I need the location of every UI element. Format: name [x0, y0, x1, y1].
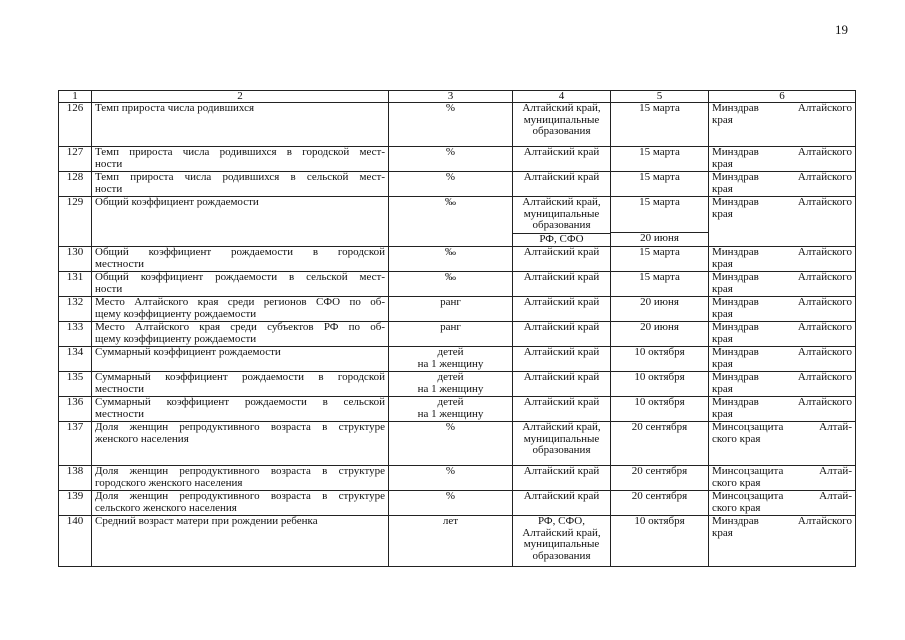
indicator-name-cell — [92, 147, 389, 172]
table-row — [59, 347, 856, 372]
source-line: края — [712, 157, 733, 170]
column-header: 3 — [389, 91, 513, 103]
unit-cell — [389, 197, 513, 247]
indicator-name-cell — [92, 422, 389, 466]
source-cell — [709, 172, 856, 197]
row-number-cell — [59, 297, 92, 322]
level-cell-text: Алтайский край — [523, 465, 600, 477]
row-number-cell-text: 126 — [66, 102, 84, 114]
indicator-name-cell — [92, 372, 389, 397]
source-cell — [709, 103, 856, 147]
level-cell-text: Алтайский край — [523, 371, 600, 383]
level-cell — [513, 347, 611, 372]
unit-cell-text: детей на 1 женщину — [417, 396, 484, 420]
level-cell — [513, 272, 611, 297]
level-cell-text: Алтайский край, муниципальные образования — [522, 421, 601, 456]
table-row — [59, 372, 856, 397]
row-number-cell-text: 128 — [66, 171, 84, 183]
source-cell-text — [712, 397, 852, 420]
unit-cell — [389, 247, 513, 272]
date-cell-text: 20 сентября — [631, 421, 688, 433]
source-line: Минсоцзащита Алтай- — [712, 465, 852, 477]
table-row — [59, 397, 856, 422]
source-line: Минздрав Алтайского — [712, 296, 852, 308]
table-row — [59, 491, 856, 516]
source-line: ского края — [712, 432, 761, 445]
unit-cell — [389, 466, 513, 491]
source-line: края — [712, 113, 733, 126]
indicator-name-cell-text: Средний возраст матери при рождении ребенка — [95, 515, 318, 527]
row-number-cell-text: 131 — [66, 271, 84, 283]
date-cell-text: 15 марта — [639, 102, 680, 114]
column-header: 1 — [59, 91, 92, 103]
date-cell — [611, 197, 709, 247]
source-line: Минсоцзащита Алтай- — [712, 490, 852, 502]
level-cell-text: Алтайский край — [523, 396, 600, 408]
level-cell — [513, 397, 611, 422]
source-cell-text — [712, 422, 852, 445]
indicator-name-line: ности — [95, 157, 123, 170]
unit-cell — [389, 147, 513, 172]
column-number-header-row — [59, 91, 856, 103]
indicator-name-line: Общий коэффициент рождаемости в сельской мест- — [95, 271, 385, 283]
indicator-name-line: Место Алтайского края среди регионов СФО по об- — [95, 296, 385, 308]
indicator-name-cell — [92, 272, 389, 297]
level-cell — [513, 466, 611, 491]
date-cell-text: 20 сентября — [631, 490, 688, 502]
date-cell-text: 20 сентября — [631, 465, 688, 477]
date-cell-text: 10 октября — [634, 396, 685, 408]
level-cell — [513, 172, 611, 197]
source-cell-text — [712, 491, 852, 514]
unit-cell-text: % — [445, 421, 456, 433]
indicator-name-line: местности — [95, 407, 145, 420]
level-cell-text: Алтайский край — [523, 246, 600, 258]
unit-cell — [389, 397, 513, 422]
date-cell — [611, 466, 709, 491]
date-cell-text: 10 октября — [634, 346, 685, 358]
source-cell — [709, 422, 856, 466]
table-row — [59, 516, 856, 567]
source-cell — [709, 347, 856, 372]
source-line: Минздрав Алтайского — [712, 321, 852, 333]
source-line: Минздрав Алтайского — [712, 171, 852, 183]
indicator-name-line: местности — [95, 257, 145, 270]
level-cell — [513, 322, 611, 347]
source-line: Минздрав Алтайского — [712, 271, 852, 283]
unit-cell — [389, 103, 513, 147]
source-cell — [709, 147, 856, 172]
unit-cell — [389, 347, 513, 372]
row-number-cell-text: 135 — [66, 371, 84, 383]
unit-cell — [389, 172, 513, 197]
date-cell — [611, 247, 709, 272]
indicator-name-line: Суммарный коэффициент рождаемости в городской — [95, 371, 385, 383]
source-cell — [709, 272, 856, 297]
indicator-name-cell — [92, 397, 389, 422]
level-cell — [513, 491, 611, 516]
row-number-cell — [59, 197, 92, 247]
indicator-name-cell-text — [95, 147, 385, 170]
row-number-cell-text: 139 — [66, 490, 84, 502]
source-cell — [709, 247, 856, 272]
source-line: края — [712, 207, 733, 220]
source-cell-text — [712, 147, 852, 170]
source-cell-text — [712, 372, 852, 395]
indicator-name-line: Суммарный коэффициент рождаемости в сельской — [95, 396, 385, 408]
date-cell — [611, 322, 709, 347]
source-cell-text — [712, 172, 852, 195]
source-cell-text — [712, 516, 852, 539]
source-line: Минздрав Алтайского — [712, 515, 852, 527]
table-row — [59, 147, 856, 172]
level-cell — [513, 422, 611, 466]
source-line: края — [712, 257, 733, 270]
date-cell-text: 15 марта — [639, 246, 680, 258]
level-cell — [513, 297, 611, 322]
indicator-name-cell — [92, 197, 389, 247]
indicator-name-line: щему коэффициенту рождаемости — [95, 332, 257, 345]
unit-cell — [389, 422, 513, 466]
table-row — [59, 297, 856, 322]
source-cell — [709, 197, 856, 247]
source-line: Минздрав Алтайского — [712, 346, 852, 358]
level-cell-text: Алтайский край — [523, 321, 600, 333]
source-line: края — [712, 307, 733, 320]
source-cell-text — [712, 297, 852, 320]
indicator-name-line: женского населения — [95, 432, 189, 445]
unit-cell-text: % — [445, 102, 456, 114]
level-cell-text: Алтайский край, муниципальные образования — [522, 196, 601, 231]
source-line: края — [712, 526, 733, 539]
row-number-cell — [59, 147, 92, 172]
unit-cell-text: ранг — [440, 296, 461, 308]
unit-cell-text: ‰ — [445, 196, 456, 208]
row-number-cell — [59, 397, 92, 422]
row-number-cell-text: 129 — [66, 196, 84, 208]
indicator-name-line: ности — [95, 282, 123, 295]
indicator-name-cell-text — [95, 466, 385, 489]
date-cell-text: 20 июня — [640, 321, 679, 333]
source-line: края — [712, 407, 733, 420]
row-number-cell-text: 132 — [66, 296, 84, 308]
date-cell-text: 15 марта — [639, 271, 680, 283]
indicator-name-line: Доля женщин репродуктивного возраста в структуре — [95, 490, 385, 502]
table-row — [59, 172, 856, 197]
source-cell — [709, 397, 856, 422]
indicator-name-cell — [92, 322, 389, 347]
unit-cell — [389, 272, 513, 297]
source-line: Минсоцзащита Алтай- — [712, 421, 852, 433]
indicator-name-cell-text — [95, 372, 385, 395]
indicator-name-cell — [92, 172, 389, 197]
source-cell-text — [712, 347, 852, 370]
source-cell — [709, 297, 856, 322]
level-cell-text: РФ, СФО, Алтайский край, муниципальные образования — [522, 515, 601, 562]
column-header: 2 — [92, 91, 389, 103]
date-cell — [611, 272, 709, 297]
unit-cell-text: детей на 1 женщину — [417, 371, 484, 395]
source-line: края — [712, 357, 733, 370]
indicator-name-cell-text — [95, 491, 385, 514]
indicators-table — [58, 90, 856, 567]
level-cell-text: Алтайский край — [523, 271, 600, 283]
level-cell-text: Алтайский край — [523, 146, 600, 158]
indicator-name-cell — [92, 466, 389, 491]
row-number-cell — [59, 272, 92, 297]
indicator-name-cell-text — [95, 397, 385, 420]
indicator-name-line: Общий коэффициент рождаемости в городской — [95, 246, 385, 258]
date-cell — [611, 422, 709, 466]
source-cell — [709, 491, 856, 516]
source-cell-text — [712, 103, 852, 126]
row-number-cell-text: 138 — [66, 465, 84, 477]
indicator-name-cell — [92, 491, 389, 516]
indicator-name-line: Доля женщин репродуктивного возраста в структуре — [95, 465, 385, 477]
unit-cell-text: ‰ — [445, 246, 456, 258]
row-number-cell-text: 134 — [66, 346, 84, 358]
source-cell-text — [712, 197, 852, 220]
column-header: 5 — [611, 91, 709, 103]
date-cell-text: 15 марта — [639, 146, 680, 158]
level-cell-secondary: РФ, СФО — [513, 233, 610, 246]
source-line: Минздрав Алтайского — [712, 196, 852, 208]
indicator-name-line: Темп прироста числа родившихся в городской мест- — [95, 146, 385, 158]
indicator-name-cell — [92, 516, 389, 567]
level-cell-text: Алтайский край, муниципальные образования — [522, 102, 601, 137]
indicator-name-cell-text: Темп прироста числа родившихся — [95, 102, 255, 114]
date-cell-text: 15 марта — [639, 171, 680, 183]
source-line: Минздрав Алтайского — [712, 146, 852, 158]
page-number: 19 — [835, 22, 848, 37]
level-cell-text: Алтайский край — [523, 296, 600, 308]
unit-cell — [389, 516, 513, 567]
date-cell — [611, 172, 709, 197]
indicator-name-cell-text — [95, 247, 385, 270]
date-cell — [611, 297, 709, 322]
row-number-cell-text: 136 — [66, 396, 84, 408]
level-cell — [513, 372, 611, 397]
date-cell — [611, 397, 709, 422]
date-cell-text: 20 июня — [640, 296, 679, 308]
indicator-name-line: Темп прироста числа родившихся в сельской мест- — [95, 171, 385, 183]
row-number-cell-text: 140 — [66, 515, 84, 527]
level-cell — [513, 147, 611, 172]
indicator-name-cell-text: Суммарный коэффициент рождаемости — [95, 346, 281, 358]
row-number-cell-text: 133 — [66, 321, 84, 333]
row-number-cell-text: 127 — [66, 146, 84, 158]
row-number-cell — [59, 466, 92, 491]
source-cell-text — [712, 466, 852, 489]
source-line: ского края — [712, 476, 761, 489]
indicator-name-cell-text — [95, 322, 385, 345]
source-line: Минздрав Алтайского — [712, 371, 852, 383]
level-cell-text: Алтайский край — [523, 490, 600, 502]
source-line: края — [712, 282, 733, 295]
indicator-name-line: ности — [95, 182, 123, 195]
source-cell-text — [712, 272, 852, 295]
indicator-name-line: сельского женского населения — [95, 501, 237, 514]
indicator-name-cell-text: Общий коэффициент рождаемости — [95, 196, 259, 208]
date-cell-text: 10 октября — [634, 371, 685, 383]
unit-cell-text: лет — [442, 515, 459, 527]
indicator-name-cell — [92, 297, 389, 322]
row-number-cell — [59, 172, 92, 197]
indicator-name-cell-text — [95, 422, 385, 445]
row-number-cell-text: 130 — [66, 246, 84, 258]
table-row — [59, 272, 856, 297]
row-number-cell — [59, 347, 92, 372]
unit-cell-text: % — [445, 146, 456, 158]
source-cell — [709, 466, 856, 491]
indicator-name-cell — [92, 247, 389, 272]
date-cell — [611, 372, 709, 397]
level-cell-text: Алтайский край — [523, 171, 600, 183]
unit-cell-text: % — [445, 490, 456, 502]
source-cell — [709, 516, 856, 567]
table-row — [59, 197, 856, 247]
table-row — [59, 466, 856, 491]
date-cell-secondary: 20 июня — [611, 232, 708, 245]
indicator-name-cell-text — [95, 272, 385, 295]
table-row — [59, 103, 856, 147]
table-row — [59, 247, 856, 272]
unit-cell-text: % — [445, 465, 456, 477]
row-number-cell — [59, 322, 92, 347]
row-number-cell — [59, 422, 92, 466]
column-header: 4 — [513, 91, 611, 103]
source-line: края — [712, 182, 733, 195]
date-cell — [611, 147, 709, 172]
unit-cell — [389, 372, 513, 397]
source-cell-text — [712, 322, 852, 345]
indicator-name-cell-text — [95, 297, 385, 320]
indicator-name-cell-text — [95, 172, 385, 195]
unit-cell — [389, 297, 513, 322]
row-number-cell — [59, 516, 92, 567]
date-cell — [611, 103, 709, 147]
row-number-cell-text: 137 — [66, 421, 84, 433]
level-cell-text: Алтайский край — [523, 346, 600, 358]
source-line: края — [712, 332, 733, 345]
indicator-name-line: городского женского населения — [95, 476, 243, 489]
row-number-cell — [59, 372, 92, 397]
date-cell — [611, 491, 709, 516]
indicator-name-line: Доля женщин репродуктивного возраста в структуре — [95, 421, 385, 433]
level-cell — [513, 247, 611, 272]
unit-cell-text: ‰ — [445, 271, 456, 283]
source-line: Минздрав Алтайского — [712, 396, 852, 408]
indicator-name-cell — [92, 347, 389, 372]
indicator-name-line: местности — [95, 382, 145, 395]
unit-cell-text: % — [445, 171, 456, 183]
level-cell — [513, 516, 611, 567]
date-cell — [611, 347, 709, 372]
source-cell — [709, 322, 856, 347]
indicator-name-line: щему коэффициенту рождаемости — [95, 307, 257, 320]
date-cell — [611, 516, 709, 567]
table-row — [59, 422, 856, 466]
date-cell-text: 10 октября — [634, 515, 685, 527]
source-cell — [709, 372, 856, 397]
indicator-name-cell — [92, 103, 389, 147]
unit-cell-text: ранг — [440, 321, 461, 333]
source-line: ского края — [712, 501, 761, 514]
level-cell — [513, 103, 611, 147]
source-line: края — [712, 382, 733, 395]
unit-cell-text: детей на 1 женщину — [417, 346, 484, 370]
table-row — [59, 322, 856, 347]
indicator-name-line: Место Алтайского края среди субъектов РФ по об- — [95, 321, 385, 333]
row-number-cell — [59, 247, 92, 272]
source-line: Минздрав Алтайского — [712, 246, 852, 258]
date-cell-text: 15 марта — [639, 196, 680, 208]
unit-cell — [389, 491, 513, 516]
unit-cell — [389, 322, 513, 347]
source-line: Минздрав Алтайского — [712, 102, 852, 114]
source-cell-text — [712, 247, 852, 270]
level-cell — [513, 197, 611, 247]
row-number-cell — [59, 103, 92, 147]
column-header: 6 — [709, 91, 856, 103]
row-number-cell — [59, 491, 92, 516]
